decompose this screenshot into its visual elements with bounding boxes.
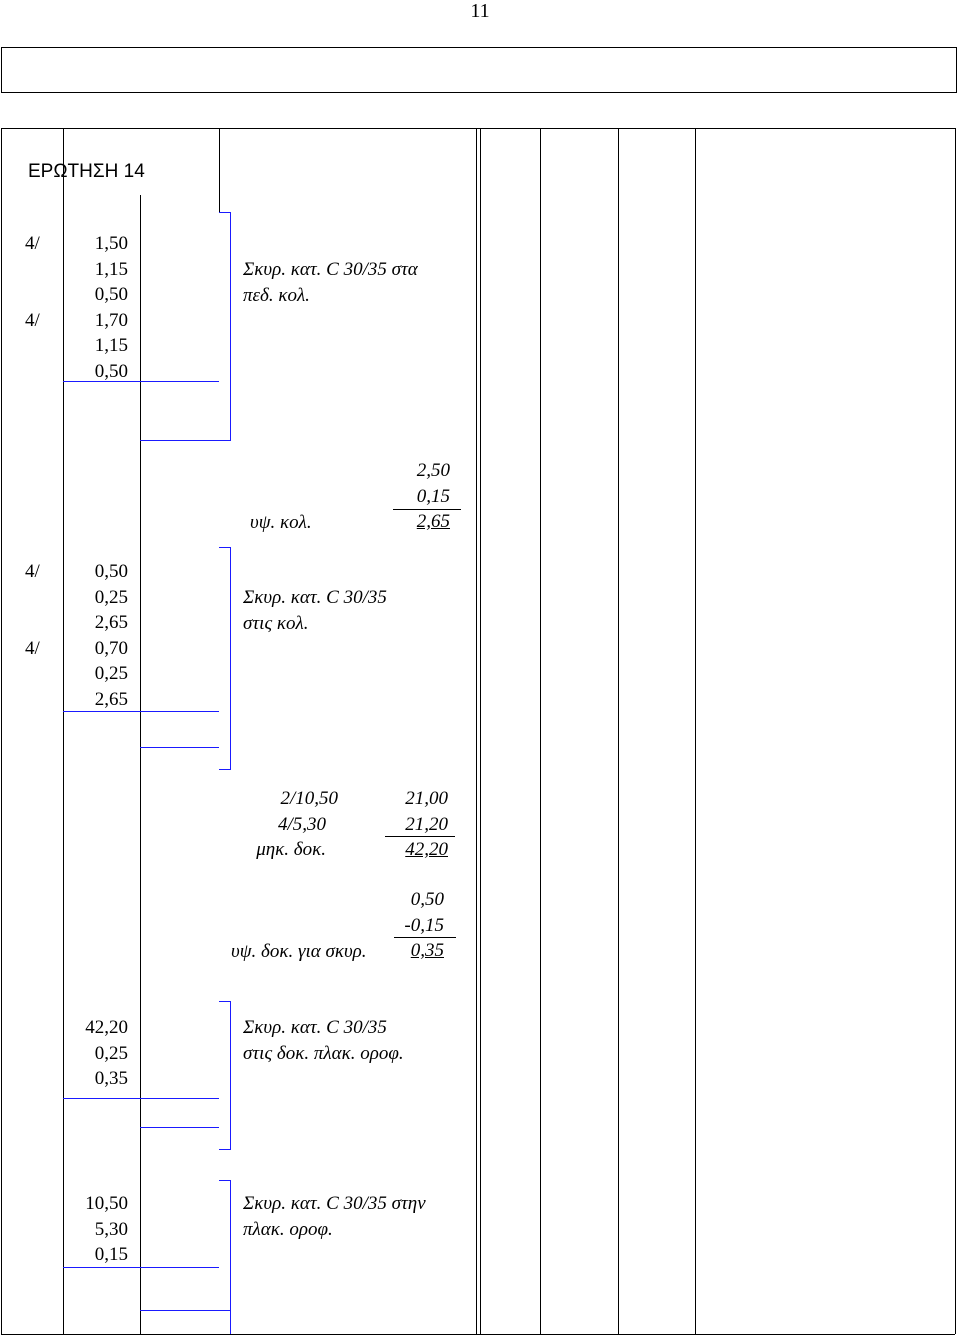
page-number: 11	[470, 0, 490, 22]
value: 2,50	[416, 460, 450, 481]
value: 42,20	[85, 1017, 128, 1038]
factor: 4/	[25, 637, 40, 659]
block2-factors	[25, 559, 55, 661]
block1-values	[64, 231, 128, 384]
factor	[25, 257, 55, 283]
value: 1,70	[94, 309, 128, 331]
block4-values	[64, 1191, 128, 1268]
value: 1,50	[94, 233, 128, 254]
value: 5,30	[94, 1218, 128, 1240]
calc1-values	[380, 458, 450, 535]
value: 0,25	[94, 1042, 128, 1064]
result-value: 42,20	[405, 839, 448, 860]
factor	[25, 610, 55, 636]
value: 0,15	[94, 1244, 128, 1265]
value: 0,35	[94, 1068, 128, 1089]
calc2-left	[230, 786, 338, 863]
value: 2,65	[94, 688, 128, 710]
label: μηκ. δοκ.	[256, 839, 326, 860]
factor	[25, 585, 55, 611]
description-line: Σκυρ. κατ. C 30/35 στην	[243, 1193, 426, 1214]
block2-description	[243, 585, 473, 636]
block3-values	[64, 1015, 128, 1092]
description-line: στις δοκ. πλακ. οροφ.	[243, 1042, 404, 1064]
description-line: στις κολ.	[243, 612, 309, 634]
description-line: πλακ. οροφ.	[243, 1218, 333, 1240]
calc3-values	[380, 887, 444, 964]
calc1-sum-line	[393, 509, 461, 510]
value: 0,15	[416, 485, 450, 507]
factor	[25, 282, 55, 308]
description-line: Σκυρ. κατ. C 30/35	[243, 587, 387, 608]
value: 1,15	[94, 258, 128, 280]
value: 4/5,30	[277, 813, 326, 835]
value: 21,00	[405, 788, 448, 809]
description-line: πεδ. κολ.	[243, 284, 310, 306]
value: 0,50	[94, 360, 128, 382]
value: -0,15	[404, 914, 444, 936]
calc2-sum-line	[385, 836, 455, 837]
result-value: 2,65	[416, 511, 450, 532]
value: 10,50	[85, 1193, 128, 1214]
calc2-right	[380, 786, 448, 863]
value: 0,25	[94, 663, 128, 684]
calc1-label: υψ. κολ.	[250, 512, 312, 533]
result-value: 0,35	[410, 940, 444, 961]
block1-description	[243, 257, 473, 308]
value: 0,70	[94, 637, 128, 659]
factor: 4/	[25, 309, 40, 331]
block1-factors	[25, 231, 55, 333]
value: 0,25	[94, 586, 128, 608]
value: 0,50	[94, 284, 128, 305]
block3-description	[243, 1015, 473, 1066]
section-title: ΕΡΩΤΗΣΗ 14	[28, 161, 145, 182]
value: 2,65	[94, 612, 128, 633]
factor: 4/	[25, 561, 40, 582]
description-line: Σκυρ. κατ. C 30/35 στα	[243, 259, 418, 280]
header-box	[1, 47, 957, 93]
value: 1,15	[94, 335, 128, 356]
value: 0,50	[94, 561, 128, 582]
value: 0,50	[410, 889, 444, 910]
value: 21,20	[405, 813, 448, 835]
description-line: Σκυρ. κατ. C 30/35	[243, 1017, 387, 1038]
block4-description	[243, 1191, 473, 1242]
factor: 4/	[25, 233, 40, 254]
value: 2/10,50	[280, 788, 338, 809]
calc3-label: υψ. δοκ. για σκυρ.	[231, 941, 367, 962]
calc3-sum-line	[394, 937, 456, 938]
block2-values	[64, 559, 128, 712]
